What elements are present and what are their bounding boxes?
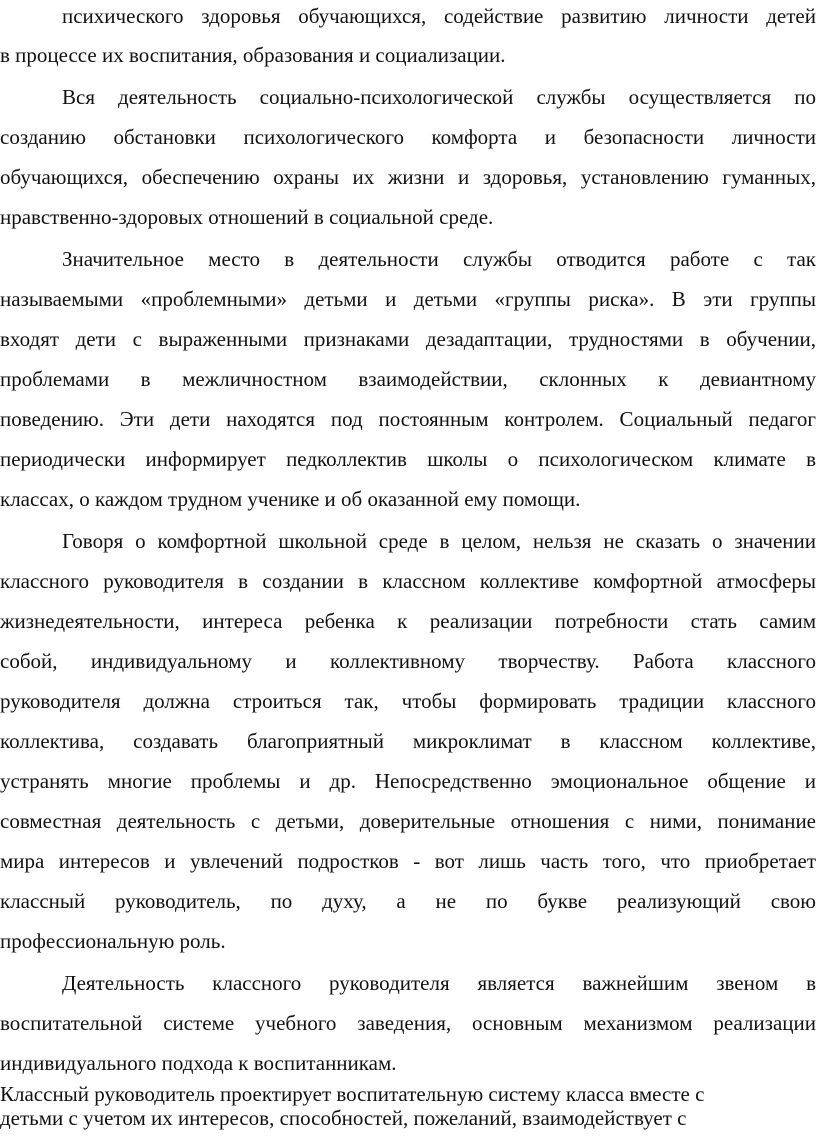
paragraph-line: психического здоровья обучающихся, содействие развитию личности детей bbox=[62, 4, 816, 28]
paragraph-line: Классный руководитель проектирует воспитательную систему класса вместе с bbox=[0, 1082, 705, 1106]
paragraph-line: профессиональную роль. bbox=[0, 929, 226, 953]
paragraph-line: обучающихся, обеспечению охраны их жизни и здоровья, установлению гуманных, bbox=[0, 165, 816, 189]
paragraph-line: входят дети с выраженными признаками дезадаптации, трудностями в обучении, bbox=[0, 327, 816, 351]
paragraph-line: созданию обстановки психологического комфорта и безопасности личности bbox=[0, 125, 816, 149]
paragraph-line: коллектива, создавать благоприятный микроклимат в классном коллективе, bbox=[0, 729, 816, 753]
paragraph-line: руководителя должна строиться так, чтобы формировать традиции классного bbox=[0, 689, 816, 713]
paragraph-line: периодически информирует педколлектив школы о психологическом климате в bbox=[0, 447, 816, 471]
paragraph-line: в процессе их воспитания, образования и социализации. bbox=[0, 43, 506, 67]
paragraph-line: воспитательной системе учебного заведения, основным механизмом реализации bbox=[0, 1011, 816, 1035]
paragraph-line: Вся деятельность социально-психологической службы осуществляется по bbox=[62, 85, 816, 109]
paragraph-line: Деятельность классного руководителя является важнейшим звеном в bbox=[62, 971, 816, 995]
paragraph-line: собой, индивидуальному и коллективному творчеству. Работа классного bbox=[0, 649, 816, 673]
paragraph-line: классный руководитель, по духу, а не по букве реализующий свою bbox=[0, 889, 816, 913]
paragraph-line: Значительное место в деятельности службы отводится работе с так bbox=[62, 247, 816, 271]
paragraph-line: жизнедеятельности, интереса ребенка к реализации потребности стать самим bbox=[0, 609, 816, 633]
paragraph-line: нравственно-здоровых отношений в социальной среде. bbox=[0, 205, 494, 229]
paragraph-line: называемыми «проблемными» детьми и детьми «группы риска». В эти группы bbox=[0, 287, 816, 311]
paragraph-line: устранять многие проблемы и др. Непосредственно эмоциональное общение и bbox=[0, 769, 816, 793]
paragraph-line: проблемами в межличностном взаимодействии, склонных к девиантному bbox=[0, 367, 816, 391]
paragraph-line: Говоря о комфортной школьной среде в целом, нельзя не сказать о значении bbox=[62, 529, 816, 553]
paragraph-line: детьми с учетом их интересов, способностей, пожеланий, взаимодействует с bbox=[0, 1106, 687, 1130]
paragraph-line: классного руководителя в создании в классном коллективе комфортной атмосферы bbox=[0, 569, 816, 593]
paragraph-line: поведению. Эти дети находятся под постоянным контролем. Социальный педагог bbox=[0, 407, 816, 431]
paragraph-line: совместная деятельность с детьми, доверительные отношения с ними, понимание bbox=[0, 809, 816, 833]
paragraph-line: мира интересов и увлечений подростков - вот лишь часть того, что приобретает bbox=[0, 849, 816, 873]
paragraph-line: индивидуального подхода к воспитанникам. bbox=[0, 1051, 397, 1075]
paragraph-line: классах, о каждом трудном ученике и об оказанной ему помощи. bbox=[0, 487, 581, 511]
